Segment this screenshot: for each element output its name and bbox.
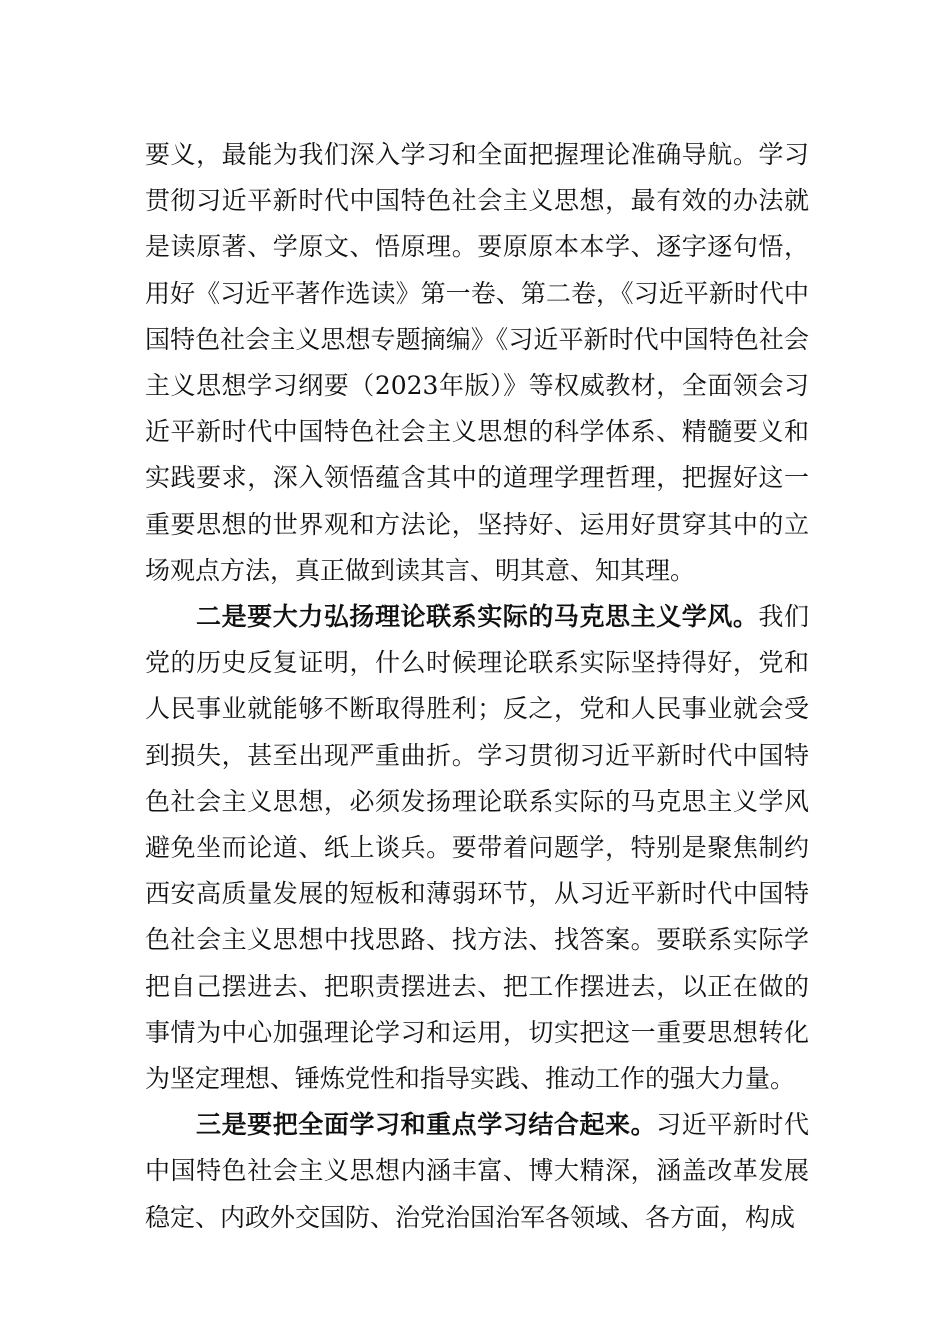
paragraph-1-text: 要义，最能为我们深入学习和全面把握理论准确导航。学习贯彻习近平新时代中国特色社会主义思想，最有效的办法就是读原著、学原文、悟原理。要原原本本学、逐字逐句悟，用好《习近平著作选读》第一卷、第二卷，《习近平新时代中国特色社会主义思想专题摘编》《习近平新时代中国特色社会主义思想学习纲要（2023年版）》等权威教材，全面领会习近平新时代中国特色社会主义思想的科学体系、精髓要义和实践要求，深入领悟蕴含其中的道理学理哲理，把握好这一重要思想的世界观和方法论，坚持好、运用好贯穿其中的立场观点方法，真正做到读其言、明其意、知其理。 [145, 140, 809, 585]
paragraph-2 [145, 594, 809, 1102]
paragraph-3-text: 习近平新时代中国特色社会主义思想内涵丰富、博大精深，涵盖改革发展稳定、内政外交国防、治党治国治军各领域、各方面，构成 [145, 1110, 809, 1232]
paragraph-3 [145, 1102, 809, 1241]
paragraph-2-lead: 二是要大力弘扬理论联系实际的马克思主义学风。 [196, 602, 759, 632]
paragraph-2-text: 我们党的历史反复证明，什么时候理论联系实际坚持得好，党和人民事业就能够不断取得胜利；反之，党和人民事业就会受到损失，甚至出现严重曲折。学习贯彻习近平新时代中国特色社会主义思想，必须发扬理论联系实际的马克思主义学风避免坐而论道、纸上谈兵。要带着问题学，特别是聚焦制约西安高质量发展的短板和薄弱环节，从习近平新时代中国特色社会主义思想中找思路、找方法、找答案。要联系实际学把自己摆进去、把职责摆进去、把工作摆进去，以正在做的事情为中心加强理论学习和运用，切实把这一重要思想转化为坚定理想、锤炼党性和指导实践、推动工作的强大力量。 [145, 602, 809, 1094]
document-body [145, 132, 809, 1241]
paragraph-1 [145, 132, 809, 594]
paragraph-3-lead: 三是要把全面学习和重点学习结合起来。 [196, 1110, 657, 1140]
